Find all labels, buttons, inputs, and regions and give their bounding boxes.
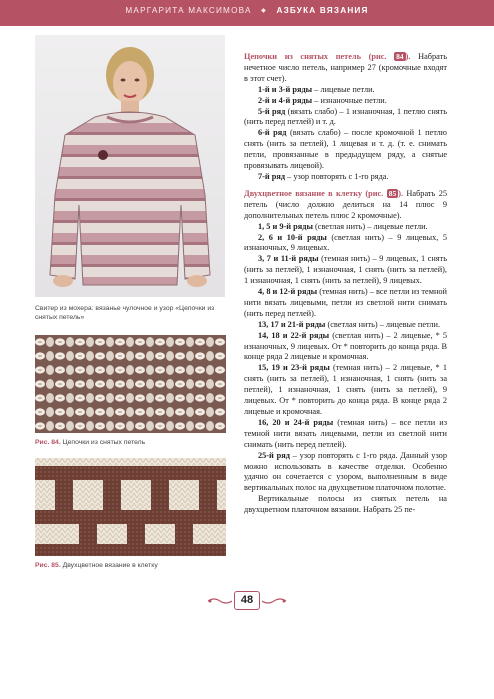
row-label: 2, 6 и 10-й ряды (258, 232, 327, 242)
section1-title: Цепочки из снятых петель (244, 52, 361, 61)
row-text: (темная нить) – 9 лицевых, 1 снять (нить за петлей), 1 изнаночная, 1 снять (нить за петлей), 1 изнаночная, 1 снять (нить за петлей), 9 лицевых. (244, 254, 448, 286)
instruction-row (244, 107, 447, 129)
fig84-text: Цепочки из снятых петель (62, 439, 146, 446)
fig85-label: Рис. 85. (35, 562, 61, 569)
diamond-icon: ◆ (261, 8, 267, 14)
instruction-row (244, 254, 447, 287)
row-label: 5-й ряд (258, 106, 286, 116)
section2-title: Двухцветное вязание в клетку (244, 188, 363, 198)
row-text: (светлая нить) – лицевые петли. (325, 319, 441, 329)
row-label: 14, 18 и 22-й ряды (258, 330, 330, 340)
instruction-row (244, 85, 447, 96)
instruction-row (244, 222, 447, 233)
fig84-label: Рис. 84. (35, 439, 61, 446)
article-text (244, 52, 447, 516)
row-label: 1-й и 3-й ряды (258, 84, 313, 94)
closing-paragraph: Вертикальные полосы из снятых петель на двухцветном платочном вязании. Набрать 25 пе- (244, 494, 447, 515)
left-ornament-icon (206, 597, 232, 605)
section2-intro (244, 189, 447, 222)
section1-intro-text: Набрать нечетное число петель, например 27 (кромочные входят в этот счет). (244, 52, 448, 83)
fig84-ref-badge: 84 (396, 52, 404, 61)
instruction-row (244, 287, 447, 320)
instruction-row (244, 331, 447, 364)
row-text: – узор повторять с 1-го ряда. Данный узор можно использовать в качестве отделки. Особенно удачно он сочетается с узором, выполненным в виде вертикальных полос на двухцветном платочном полотне. (244, 450, 447, 493)
fig85-ref-badge: 85 (388, 188, 397, 198)
fig84-caption (35, 438, 227, 447)
row-text: (вязать слабо) – после кромочной 1 петлю снять (нить за петлей), 1 лицевая и т. д. (т. е. снимать петли, провязанные в предыдущем ряду, а снятые провязывать лицевой). (244, 128, 447, 171)
row-label: 6-й ряд (258, 128, 287, 138)
page-header (0, 0, 494, 26)
instruction-row (244, 172, 447, 183)
author-name: МАРГАРИТА МАКСИМОВА (125, 6, 252, 15)
row-label: 25-й ряд (258, 450, 290, 460)
section2-intro-text: Набрать 25 петель (число должно делиться на 14 плюс 9 дополнительных петель плюс 2 кромочные). (244, 188, 447, 220)
page-number-block (206, 589, 288, 613)
instruction-row (244, 418, 447, 451)
row-text: – узор повторять с 1-го ряда. (285, 171, 389, 181)
row-text: – изнаночные петли. (312, 95, 387, 105)
row-label: 2-й и 4-й ряды (258, 95, 313, 105)
row-label: 7-й ряд (258, 171, 286, 181)
row-label: 1, 5 и 9-й ряды (258, 221, 313, 231)
row-label: 15, 19 и 23-й ряды (258, 363, 330, 373)
photo-caption: Свитер из мохера: вязанье чулочное и узор «Цепочки из снятых петель» (35, 305, 215, 321)
running-head (0, 6, 494, 15)
row-text: (светлая нить) – 9 лицевых, 5 изнаночных, 9 лицевых. (244, 232, 447, 253)
section1-intro (244, 52, 447, 85)
row-text: (темная нить) – все петли из темной нити вязать лицевыми, петли из светлой нити снимать (нить перед петлей). (244, 287, 447, 318)
book-title: АЗБУКА ВЯЗАНИЯ (276, 6, 369, 15)
fig85-caption (35, 561, 227, 570)
row-label: 4, 8 и 12-й ряды (258, 287, 318, 297)
instruction-row (244, 451, 447, 495)
right-ornament-icon (262, 597, 288, 605)
instruction-row (244, 320, 447, 331)
instruction-row (244, 363, 447, 418)
fig85-text: Двухцветное вязание в клетку (62, 562, 158, 569)
row-label: 3, 7 и 11-й ряды (258, 254, 319, 264)
row-text: (вязать слабо) – 1 изнаночная, 1 петлю снять (нить перед петлей) и т. д. (244, 106, 447, 127)
instruction-row (244, 128, 447, 172)
instruction-row (244, 233, 447, 255)
section2-ref-open: (рис. (365, 188, 384, 198)
fig85-swatch (35, 458, 226, 556)
instruction-row (244, 96, 447, 107)
section1-ref-open: (рис. (368, 52, 387, 61)
fig84-swatch (35, 335, 226, 433)
section1-ref-close: ). (405, 52, 411, 61)
row-label: 16, 20 и 24-й ряды (258, 417, 334, 427)
row-label: 13, 17 и 21-й ряды (258, 319, 326, 329)
row-text: (светлая нить) – 2 лицевые, * 5 изнаночных, 9 лицевых. От * повторить до конца ряда. В конце ряда 2 лицевые и кромочная. (244, 330, 447, 362)
section2-ref-close: ). (398, 188, 404, 198)
row-text: (темная нить) – все петли из темной нити вязать лицевыми, петли из светлой нити снимать (нить перед петлей). (244, 417, 447, 449)
page-number: 48 (234, 591, 260, 610)
sweater-photo (35, 35, 225, 297)
row-text: (темная нить) – 2 лицевые, * 1 снять (нить за петлей), 1 изнаночная, 1 снять (нить за петлей), 1 изнаночная, 1 снять (нить за петлей), 9 лицевых. От * повторить до конца ряда. В конце ряда 2 лицевые и кромочная. (244, 363, 447, 416)
row-text: (светлая нить) – лицевые петли. (312, 221, 428, 231)
row-text: – лицевые петли. (312, 84, 375, 94)
